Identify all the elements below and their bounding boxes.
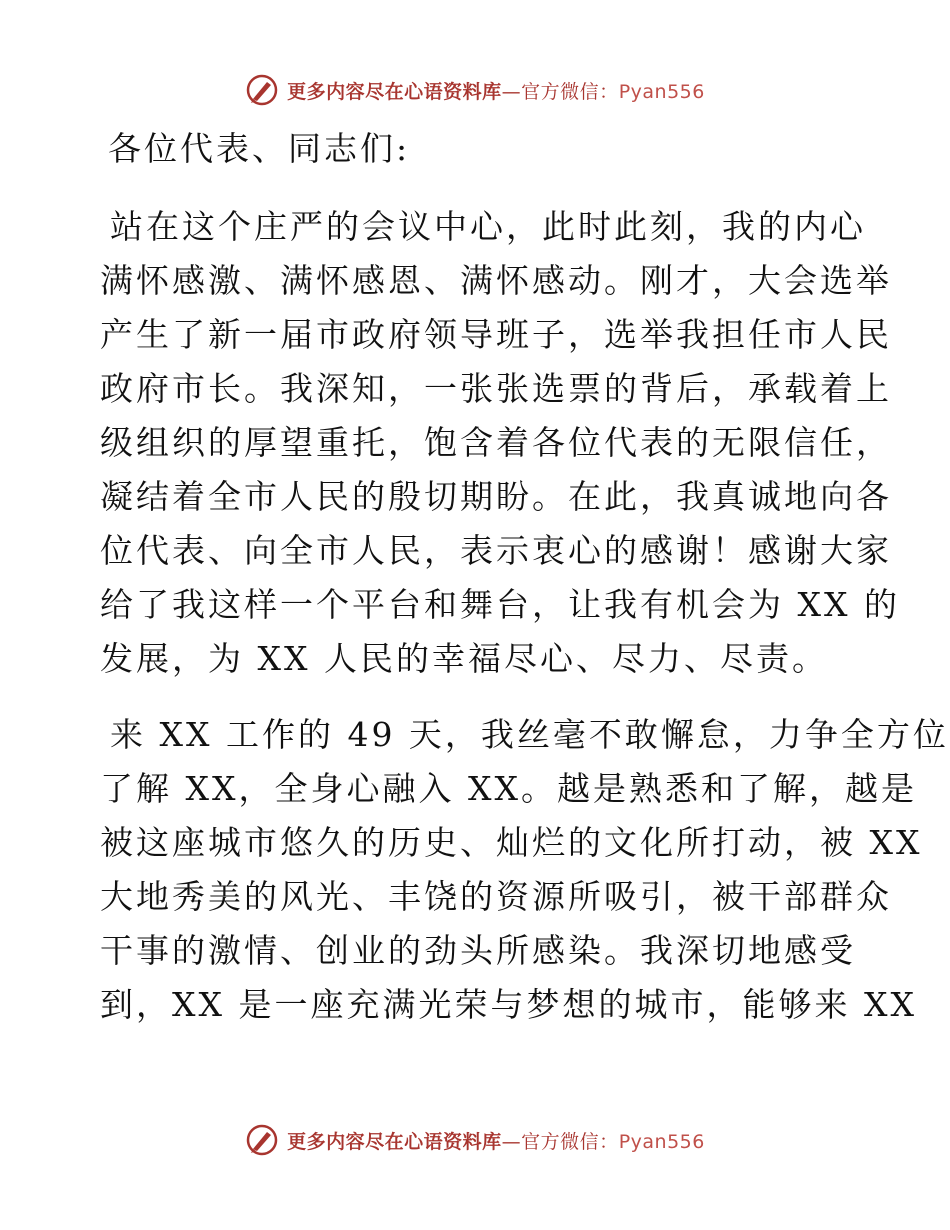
text-line: 级组织的厚望重托，饱含着各位代表的无限信任， <box>100 423 892 462</box>
salutation: 各位代表、同志们: <box>108 129 411 168</box>
banner-wechat-id: Pyan556 <box>618 80 705 103</box>
text-line: 站在这个庄严的会议中心，此时此刻，我的内心 <box>110 207 866 246</box>
banner-official: 官方微信： <box>521 80 619 103</box>
text-line: 位代表、向全市人民，表示衷心的感谢！感谢大家 <box>100 531 892 570</box>
text-line: 来 XX 工作的 49 天，我丝毫不敢懈怠，力争全方位 <box>110 715 949 754</box>
text-line: 被这座城市悠久的历史、灿烂的文化所打动，被 XX <box>100 823 923 862</box>
banner-brand: 更多内容尽在心语资料库 <box>287 80 502 103</box>
banner-brand: 更多内容尽在心语资料库 <box>287 1130 502 1153</box>
text-line: 到，XX 是一座充满光荣与梦想的城市，能够来 XX <box>100 985 917 1024</box>
paragraph-2 <box>100 708 949 1032</box>
banner-separator: — <box>501 1130 522 1153</box>
paragraph-1 <box>100 200 900 686</box>
text-line: 产生了新一届市政府领导班子，选举我担任市人民 <box>100 315 892 354</box>
text-line: 给了我这样一个平台和舞台，让我有机会为 XX 的 <box>100 585 900 624</box>
banner-text <box>287 1127 705 1154</box>
text-line: 发展，为 XX 人民的幸福尽心、尽力、尽责。 <box>100 639 828 678</box>
banner-wechat-id: Pyan556 <box>618 1130 705 1153</box>
banner-official: 官方微信： <box>521 1130 619 1153</box>
text-line: 了解 XX，全身心融入 XX。越是熟悉和了解，越是 <box>100 769 917 808</box>
banner-separator: — <box>501 80 522 103</box>
text-line: 凝结着全市人民的殷切期盼。在此，我真诚地向各 <box>100 477 892 516</box>
text-line: 干事的激情、创业的劲头所感染。我深切地感受 <box>100 931 856 970</box>
pen-circle-logo-icon <box>245 73 279 107</box>
text-line: 大地秀美的风光、丰饶的资源所吸引，被干部群众 <box>100 877 892 916</box>
footer-watermark-banner <box>0 1118 950 1162</box>
speech-body <box>100 120 949 1032</box>
header-watermark-banner <box>0 68 950 112</box>
text-line: 政府市长。我深知，一张张选票的背后，承载着上 <box>100 369 892 408</box>
text-line: 满怀感激、满怀感恩、满怀感动。刚才，大会选举 <box>100 261 892 300</box>
banner-text <box>287 77 705 104</box>
pen-circle-logo-icon <box>245 1123 279 1157</box>
